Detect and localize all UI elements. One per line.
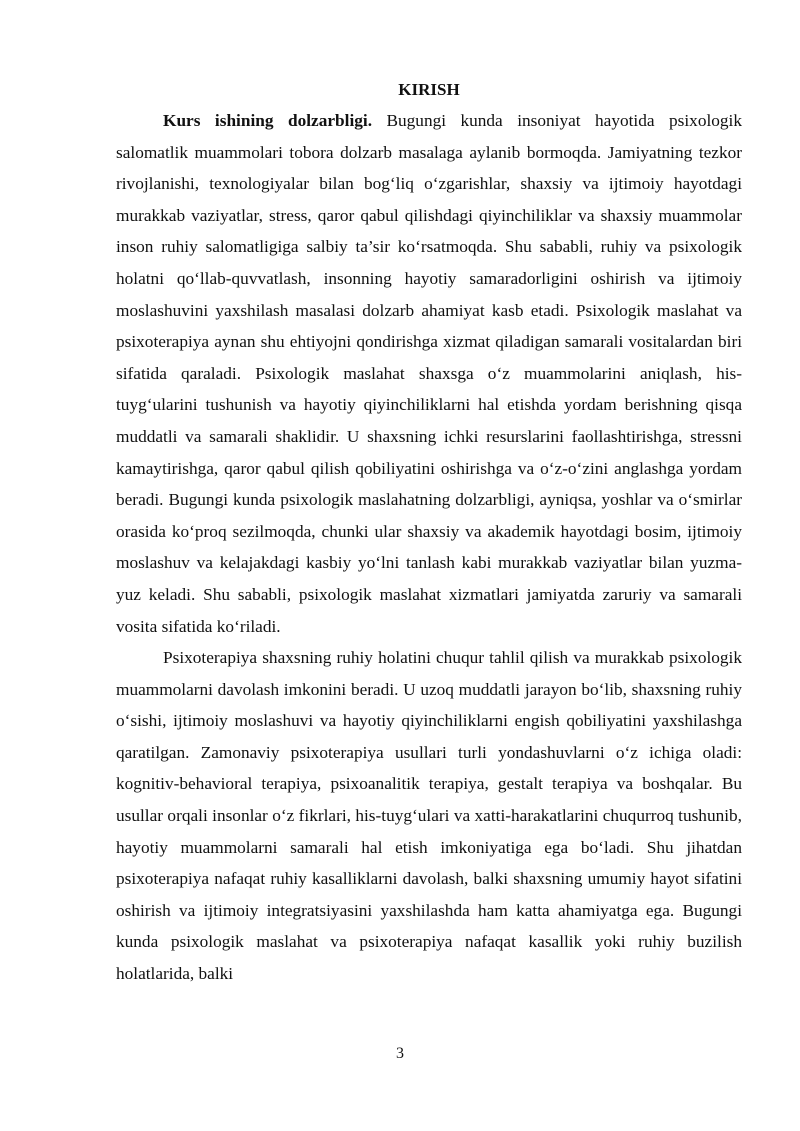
paragraph-lead: Kurs ishining dolzarbligi. <box>163 111 373 130</box>
paragraph-text: Bugungi kunda insoniyat hayotida psixologik salomatlik muammolari tobora dolzarb masalaga aylanib bormoqda. Jamiyatning tezkor rivojlanishi, texnologiyalar bilan bog‘liq o‘zgarishlar, shaxsiy va ijtimoiy hayotdagi murakkab vaziyatlar, stress, qaror qabul qilishdagi qiyinchiliklar va shaxsiy muammolar inson ruhiy salomatligiga salbiy ta’sir ko‘rsatmoqda. Shu sababli, ruhiy va psixologik holatni qo‘llab-quvvatlash, insonning hayotiy samaradorligini oshirish va ijtimoiy moslashuvini yaxshilash masalasi dolzarb ahamiyat kasb etadi. Psixologik maslahat va psixoterapiya aynan shu ehtiyojni qondirishga xizmat qiladigan samarali vositalardan biri sifatida qaraladi. Psixologik maslahat shaxsga o‘z muammolarini aniqlash, his-tuyg‘ularini tushunish va hayotiy qiyinchiliklarni hal etishda yordam berishning qisqa muddatli va samarali shaklidir. U shaxsning ichki resurslarini faollashtirishga, stressni kamaytirishga, qaror qabul qilish qobiliyatini oshirishga va o‘z-o‘zini anglashga yordam beradi. Bugungi kunda psixologik maslahatning dolzarbligi, ayniqsa, yoshlar va o‘smirlar orasida ko‘proq sezilmoqda, chunki ular shaxsiy va akademik hayotdagi bosim, ijtimoiy moslashuv va kelajakdagi kasbiy yo‘lni tanlash kabi murakkab vaziyatlar bilan yuzma-yuz keladi. Shu sababli, psixologik maslahat xizmatlari jamiyatda zaruriy va samarali vosita sifatida ko‘riladi. <box>116 111 742 636</box>
page-content <box>116 74 742 990</box>
paragraph-relevance <box>116 105 742 642</box>
paragraph-text: Psixoterapiya shaxsning ruhiy holatini chuqur tahlil qilish va murakkab psixologik muammolarni davolash imkonini beradi. U uzoq muddatli jarayon bo‘lib, shaxsning ruhiy o‘sishi, ijtimoiy moslashuvi va hayotiy qiyinchiliklarni engish qobiliyatini yaxshilashga qaratilgan. Zamonaviy psixoterapiya usullari turli yondashuvlarni o‘z ichiga oladi: kognitiv-behavioral terapiya, psixoanalitik terapiya, gestalt terapiya va boshqalar. Bu usullar orqali insonlar o‘z fikrlari, his-tuyg‘ulari va xatti-harakatlarini chuqurroq tushunib, hayotiy muammolarni samarali hal etish imkoniyatiga ega bo‘ladi. Shu jihatdan psixoterapiya nafaqat ruhiy kasalliklarni davolash, balki shaxsning umumiy hayot sifatini oshirish va ijtimoiy integratsiyasini yaxshilashda ham katta ahamiyatga ega. Bugungi kunda psixologik maslahat va psixoterapiya nafaqat kasallik yoki ruhiy buzilish holatlarida, balki <box>116 648 742 984</box>
section-heading: KIRISH <box>398 80 460 99</box>
paragraph-psychotherapy <box>116 642 742 990</box>
page-number: 3 <box>396 1045 404 1062</box>
